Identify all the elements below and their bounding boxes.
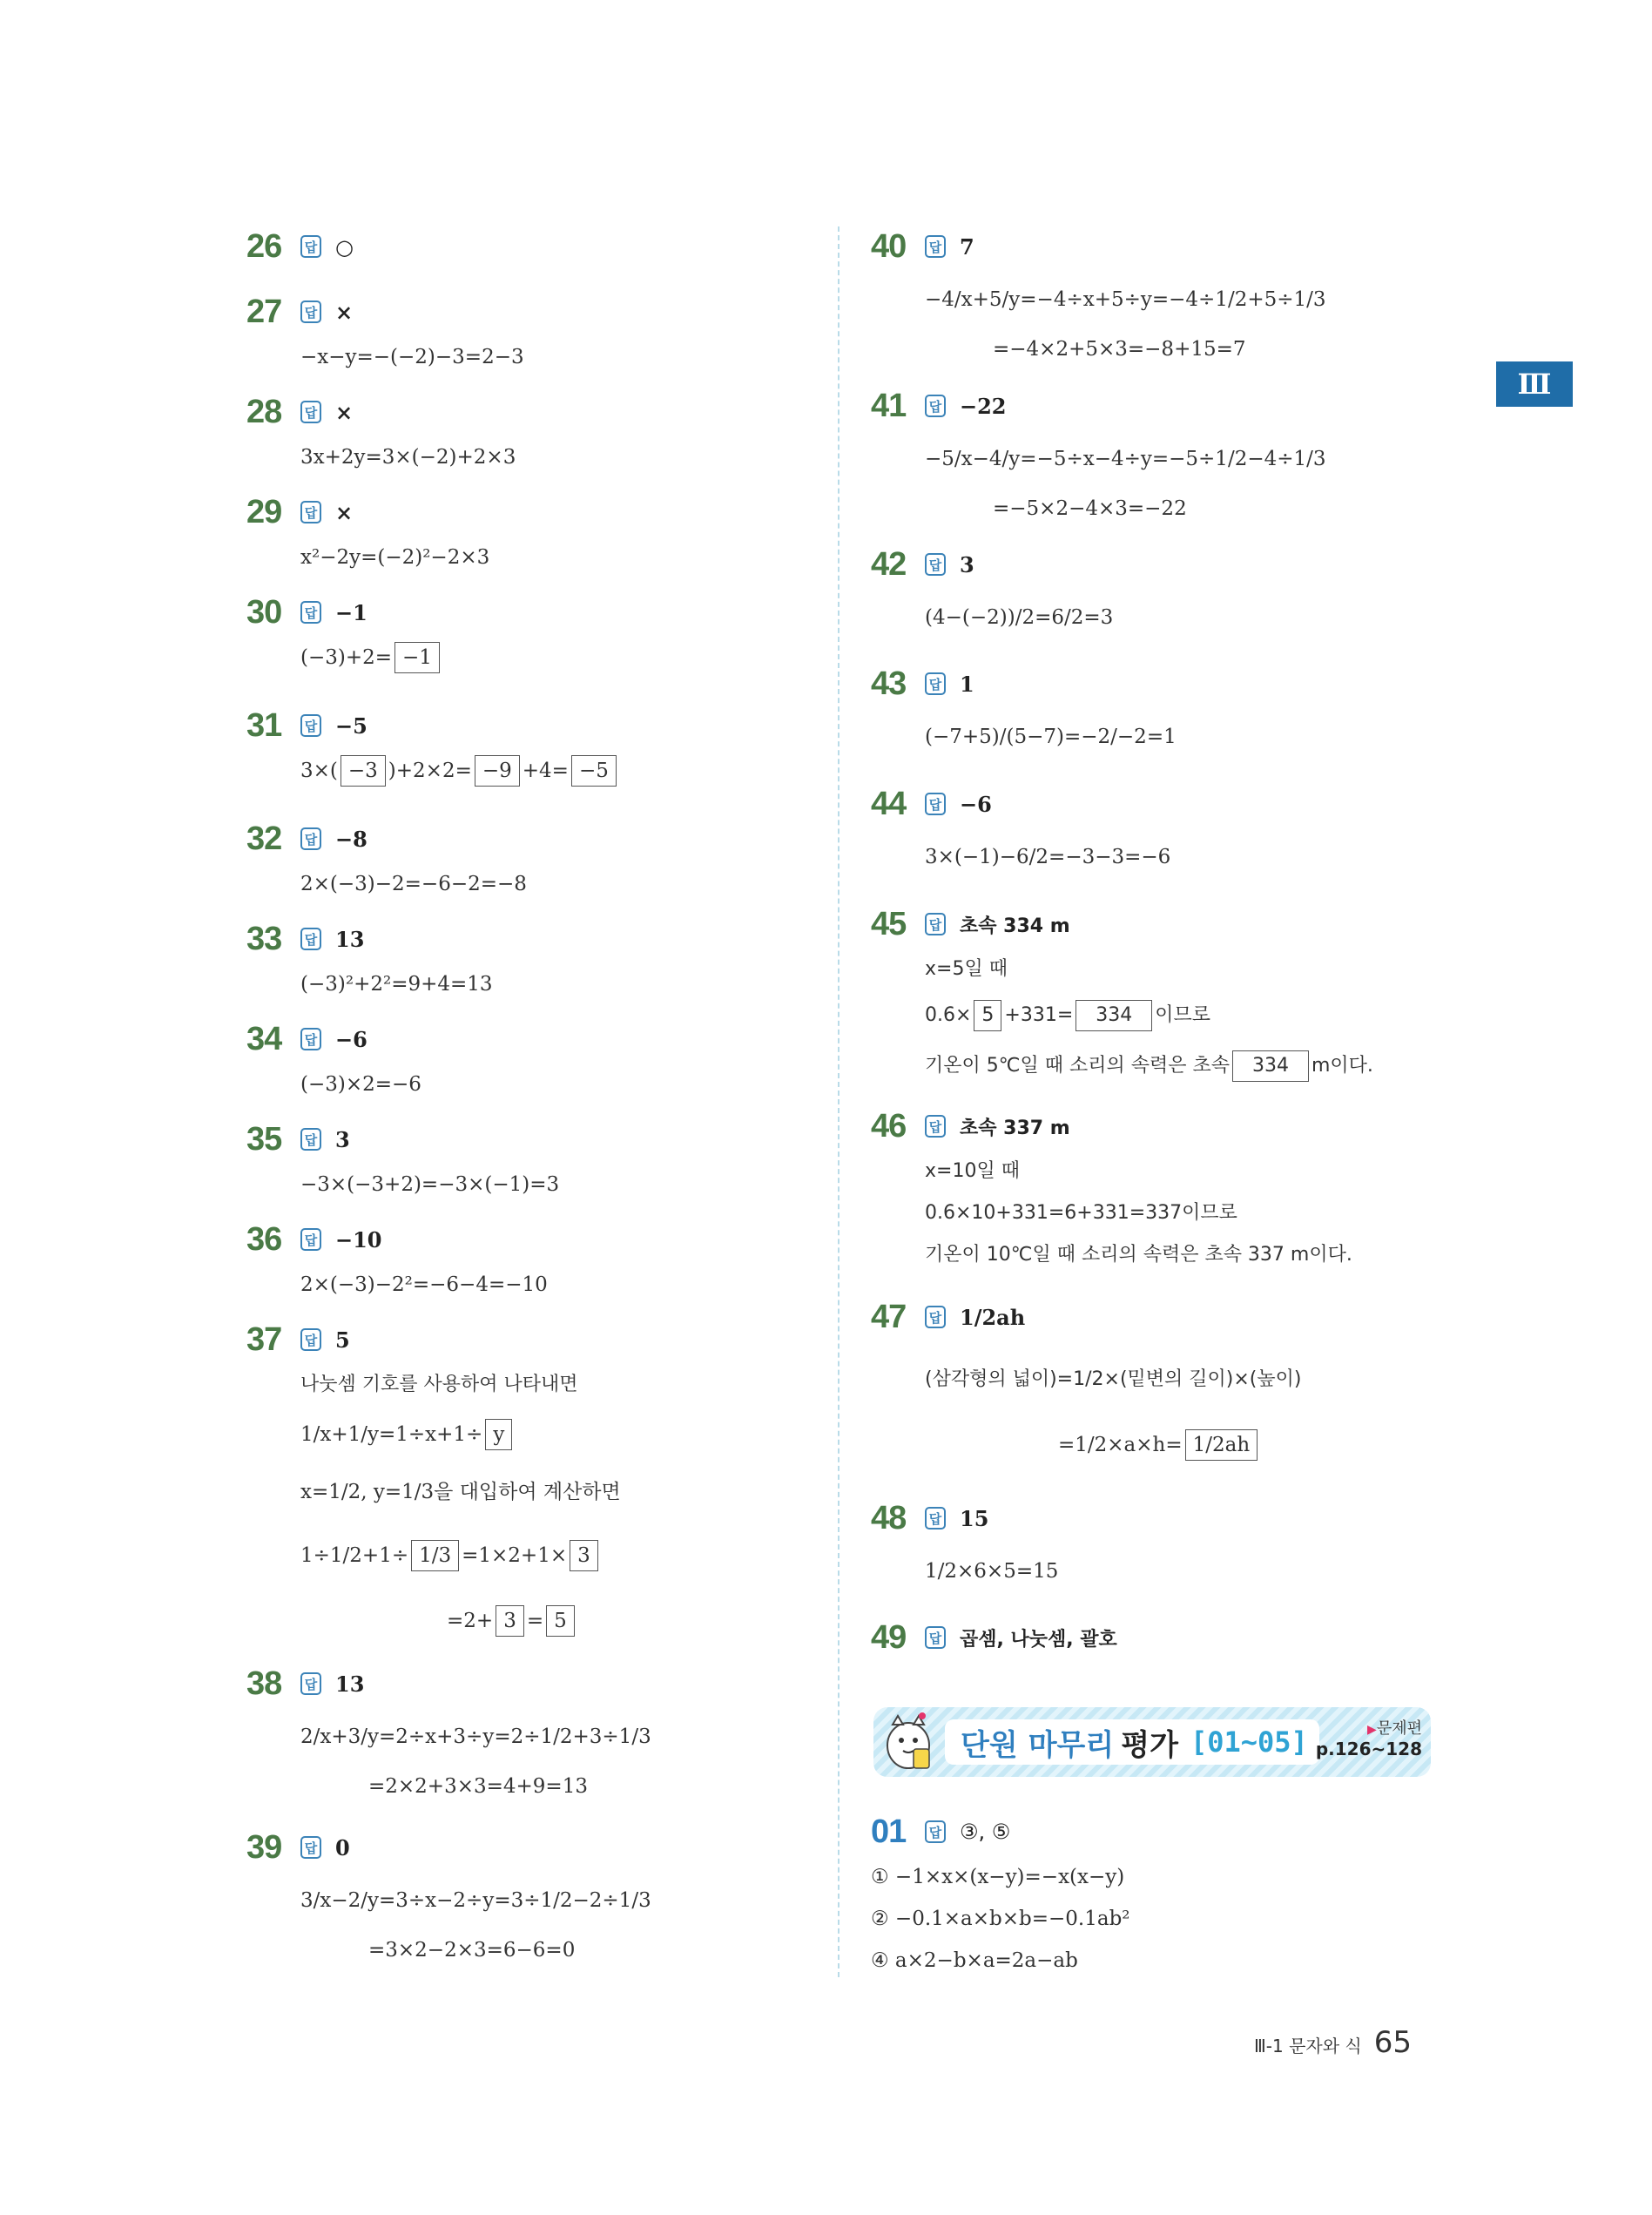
item-answer: 15 — [960, 1505, 989, 1531]
blank-box: 334 — [1075, 1000, 1152, 1031]
item-number: 29 — [246, 493, 282, 530]
answer-item-49 — [871, 1613, 1446, 1662]
answer-tag-icon: 답 — [300, 1228, 321, 1251]
solution-line: ② −0.1×a×b×b=−0.1ab² — [871, 1908, 1130, 1930]
solution-line: −3×(−3+2)=−3×(−1)=3 — [300, 1173, 560, 1196]
solution-line: 1÷1/2+1÷ 1/3 =1×2+1× 3 — [246, 1521, 821, 1590]
item-number: 44 — [871, 785, 907, 822]
blank-box: −5 — [571, 755, 617, 787]
page-number: 65 — [1373, 2025, 1412, 2060]
answer-item-47 — [871, 1286, 1446, 1478]
answer-tag-icon: 답 — [925, 672, 946, 695]
answer-item-35 — [246, 1115, 821, 1205]
blank-box: −9 — [475, 755, 520, 787]
blank-box: −1 — [394, 642, 440, 673]
answer-item-38 — [246, 1659, 821, 1807]
answer-item-45 — [871, 900, 1446, 1091]
answer-tag-icon: 답 — [300, 501, 321, 523]
solution-line: 기온이 5℃일 때 소리의 속력은 초속 334 m이다. — [871, 1041, 1446, 1091]
solution-line: 1/x+1/y=1÷x+1÷ y — [246, 1406, 821, 1463]
item-answer: 7 — [960, 233, 974, 260]
solution-line: −4/x+5/y=−4÷x+5÷y=−4÷1/2+5÷1/3 — [925, 288, 1326, 311]
answer-item-31 — [246, 701, 821, 792]
blank-box: 1/2ah — [1185, 1429, 1258, 1461]
answer-tag-icon: 답 — [925, 1507, 946, 1530]
answer-tag-icon: 답 — [925, 1626, 946, 1649]
answer-tag-icon: 답 — [300, 1028, 321, 1050]
answer-item-34 — [246, 1015, 821, 1105]
item-number: 38 — [246, 1665, 282, 1702]
mascot-icon — [880, 1711, 936, 1773]
solution-line: 3x+2y=3×(−2)+2×3 — [300, 446, 516, 469]
problem-book-reference: ▶문제편 p.126~128 — [1315, 1719, 1422, 1759]
solution-line: 2×(−3)−2²=−6−4=−10 — [300, 1273, 548, 1296]
item-answer: 1 — [960, 671, 974, 697]
solution-line: (삼각형의 넓이)=1/2×(밑변의 길이)×(높이) — [925, 1368, 1302, 1390]
item-answer: 초속 334 m — [960, 915, 1070, 937]
solution-line: =2×2+3×3=4+9=13 — [368, 1775, 588, 1798]
answer-tag-icon: 답 — [300, 827, 321, 850]
chapter-tab: Ⅲ — [1496, 361, 1573, 407]
item-answer: 13 — [335, 1671, 365, 1697]
item-number: 32 — [246, 820, 282, 857]
solution-line: x=5일 때 — [925, 958, 1008, 980]
solution-line: 2×(−3)−2=−6−2=−8 — [300, 873, 527, 895]
solution-line: 3×( −3 )+2×2= −9 +4= −5 — [246, 750, 821, 792]
solution-line: x=10일 때 — [925, 1160, 1020, 1182]
item-answer: 13 — [335, 926, 365, 952]
answer-tag-icon: 답 — [925, 553, 946, 576]
item-number: 40 — [871, 227, 907, 265]
triangle-icon: ▶ — [1367, 1723, 1377, 1737]
answer-item-43 — [871, 659, 1446, 766]
answer-item-41 — [871, 382, 1446, 530]
solution-line: =−4×2+5×3=−8+15=7 — [993, 338, 1246, 361]
answer-tag-icon: 답 — [925, 1820, 946, 1843]
blank-box: −3 — [341, 755, 386, 787]
item-number: 33 — [246, 920, 282, 957]
item-number: 31 — [246, 706, 282, 744]
item-number: 37 — [246, 1320, 282, 1358]
answer-item-46 — [871, 1102, 1446, 1276]
solution-line: −5/x−4/y=−5÷x−4÷y=−5÷1/2−4÷1/3 — [925, 448, 1326, 470]
item-answer: 초속 337 m — [960, 1117, 1070, 1139]
item-answer: × — [335, 499, 354, 525]
item-answer: 0 — [335, 1834, 350, 1860]
item-answer: −8 — [335, 826, 367, 852]
answer-tag-icon: 답 — [925, 395, 946, 417]
blank-box: 5 — [546, 1605, 575, 1637]
solution-line: =1/2×a×h= 1/2ah — [871, 1412, 1446, 1478]
answer-tag-icon: 답 — [300, 301, 321, 323]
answer-tag-icon: 답 — [300, 928, 321, 950]
item-number: 26 — [246, 227, 282, 265]
solution-line: 3×(−1)−6/2=−3−3=−6 — [925, 846, 1171, 868]
item-number: 49 — [871, 1618, 907, 1656]
item-number: 43 — [871, 665, 907, 702]
item-answer: −22 — [960, 393, 1007, 419]
item-number: 47 — [871, 1298, 907, 1335]
item-answer: −1 — [335, 599, 367, 625]
solution-line: 1/2×6×5=15 — [925, 1560, 1059, 1583]
answer-item-48 — [871, 1494, 1446, 1600]
solution-line: ① −1×x×(x−y)=−x(x−y) — [871, 1866, 1125, 1888]
item-answer: 3 — [335, 1126, 350, 1152]
item-answer: 1/2ah — [960, 1304, 1026, 1330]
item-answer: ○ — [335, 233, 354, 260]
solution-line: (−3)²+2²=9+4=13 — [300, 973, 493, 996]
answer-tag-icon: 답 — [300, 1128, 321, 1151]
answer-item-27 — [246, 287, 821, 378]
item-answer: 3 — [960, 551, 974, 577]
solution-line: x²−2y=(−2)²−2×3 — [300, 546, 490, 569]
answer-tag-icon: 답 — [925, 235, 946, 258]
answer-item-28 — [246, 388, 821, 478]
answer-tag-icon: 답 — [300, 714, 321, 737]
answer-item-33 — [246, 915, 821, 1005]
solution-line: 나눗셈 기호를 사용하여 나타내면 — [300, 1374, 578, 1395]
blank-box: y — [485, 1419, 512, 1450]
item-answer: −5 — [335, 712, 367, 739]
item-answer: −6 — [335, 1026, 367, 1052]
answer-tag-icon: 답 — [925, 913, 946, 935]
blank-box: 334 — [1232, 1050, 1309, 1082]
unit-review-banner — [873, 1707, 1431, 1777]
answer-tag-icon: 답 — [925, 1115, 946, 1138]
item-number: 39 — [246, 1828, 282, 1866]
answer-tag-icon: 답 — [300, 601, 321, 624]
item-number: 35 — [246, 1120, 282, 1158]
item-number: 01 — [871, 1813, 907, 1850]
answer-tag-icon: 답 — [925, 1306, 946, 1328]
item-answer: −10 — [335, 1226, 382, 1253]
item-answer: 곱셈, 나눗셈, 괄호 — [960, 1628, 1117, 1651]
solution-line: =−5×2−4×3=−22 — [993, 497, 1187, 520]
solution-line: =3×2−2×3=6−6=0 — [368, 1939, 576, 1962]
solution-line: −x−y=−(−2)−3=2−3 — [300, 346, 524, 368]
item-number: 36 — [246, 1220, 282, 1258]
answer-tag-icon: 답 — [300, 1672, 321, 1695]
item-number: 28 — [246, 393, 282, 430]
item-answer: 5 — [335, 1327, 350, 1353]
item-number: 30 — [246, 593, 282, 631]
solution-line: (−3)+2= −1 — [246, 637, 821, 679]
column-divider — [838, 226, 839, 1977]
answer-tag-icon: 답 — [300, 1328, 321, 1351]
solution-line: =2+ 3 = 5 — [246, 1590, 821, 1651]
answer-tag-icon: 답 — [300, 401, 321, 423]
blank-box: 3 — [570, 1540, 598, 1571]
item-answer: −6 — [960, 791, 992, 817]
answer-tag-icon: 답 — [300, 235, 321, 258]
answer-item-32 — [246, 814, 821, 905]
review-item-01 — [871, 1807, 1446, 1982]
banner-title: 단원 마무리 평가 [01~05] — [945, 1719, 1319, 1765]
solution-line: (−7+5)/(5−7)=−2/−2=1 — [925, 726, 1177, 748]
page-footer — [1254, 2025, 1412, 2060]
answer-item-44 — [871, 780, 1446, 886]
item-number: 48 — [871, 1499, 907, 1536]
blank-box: 1/3 — [411, 1540, 459, 1571]
answer-item-42 — [871, 540, 1446, 646]
answer-item-26 — [246, 222, 821, 271]
solution-line: 3/x−2/y=3÷x−2÷y=3÷1/2−2÷1/3 — [300, 1889, 651, 1912]
item-answer: × — [335, 299, 354, 325]
item-number: 41 — [871, 387, 907, 424]
answer-item-40 — [871, 222, 1446, 370]
answer-tag-icon: 답 — [925, 793, 946, 815]
item-answer: × — [335, 399, 354, 425]
answer-item-30 — [246, 588, 821, 679]
blank-box: 5 — [974, 1000, 1001, 1031]
answer-item-37 — [246, 1315, 821, 1651]
item-number: 42 — [871, 545, 907, 583]
blank-box: 3 — [496, 1605, 524, 1637]
item-number: 34 — [246, 1020, 282, 1057]
answer-item-39 — [246, 1823, 821, 1971]
item-number: 27 — [246, 293, 282, 330]
item-number: 46 — [871, 1107, 907, 1145]
section-label: Ⅲ-1 문자와 식 — [1254, 2036, 1362, 2056]
solution-line: x=1/2, y=1/3을 대입하여 계산하면 — [300, 1481, 621, 1503]
item-answer: ③, ⑤ — [960, 1820, 1011, 1844]
answer-item-29 — [246, 488, 821, 578]
solution-line: (−3)×2=−6 — [300, 1073, 421, 1096]
solution-line: 2/x+3/y=2÷x+3÷y=2÷1/2+3÷1/3 — [300, 1725, 651, 1748]
solution-line: 기온이 10℃일 때 소리의 속력은 초속 337 m이다. — [925, 1244, 1352, 1266]
solution-line: ④ a×2−b×a=2a−ab — [871, 1949, 1078, 1972]
answer-tag-icon: 답 — [300, 1836, 321, 1859]
answer-item-36 — [246, 1215, 821, 1306]
solution-line: (4−(−2))/2=6/2=3 — [925, 606, 1114, 629]
solution-line: 0.6×10+331=6+331=337이므로 — [925, 1202, 1237, 1224]
item-number: 45 — [871, 905, 907, 942]
solution-line: 0.6× 5 +331= 334 이므로 — [871, 990, 1446, 1041]
